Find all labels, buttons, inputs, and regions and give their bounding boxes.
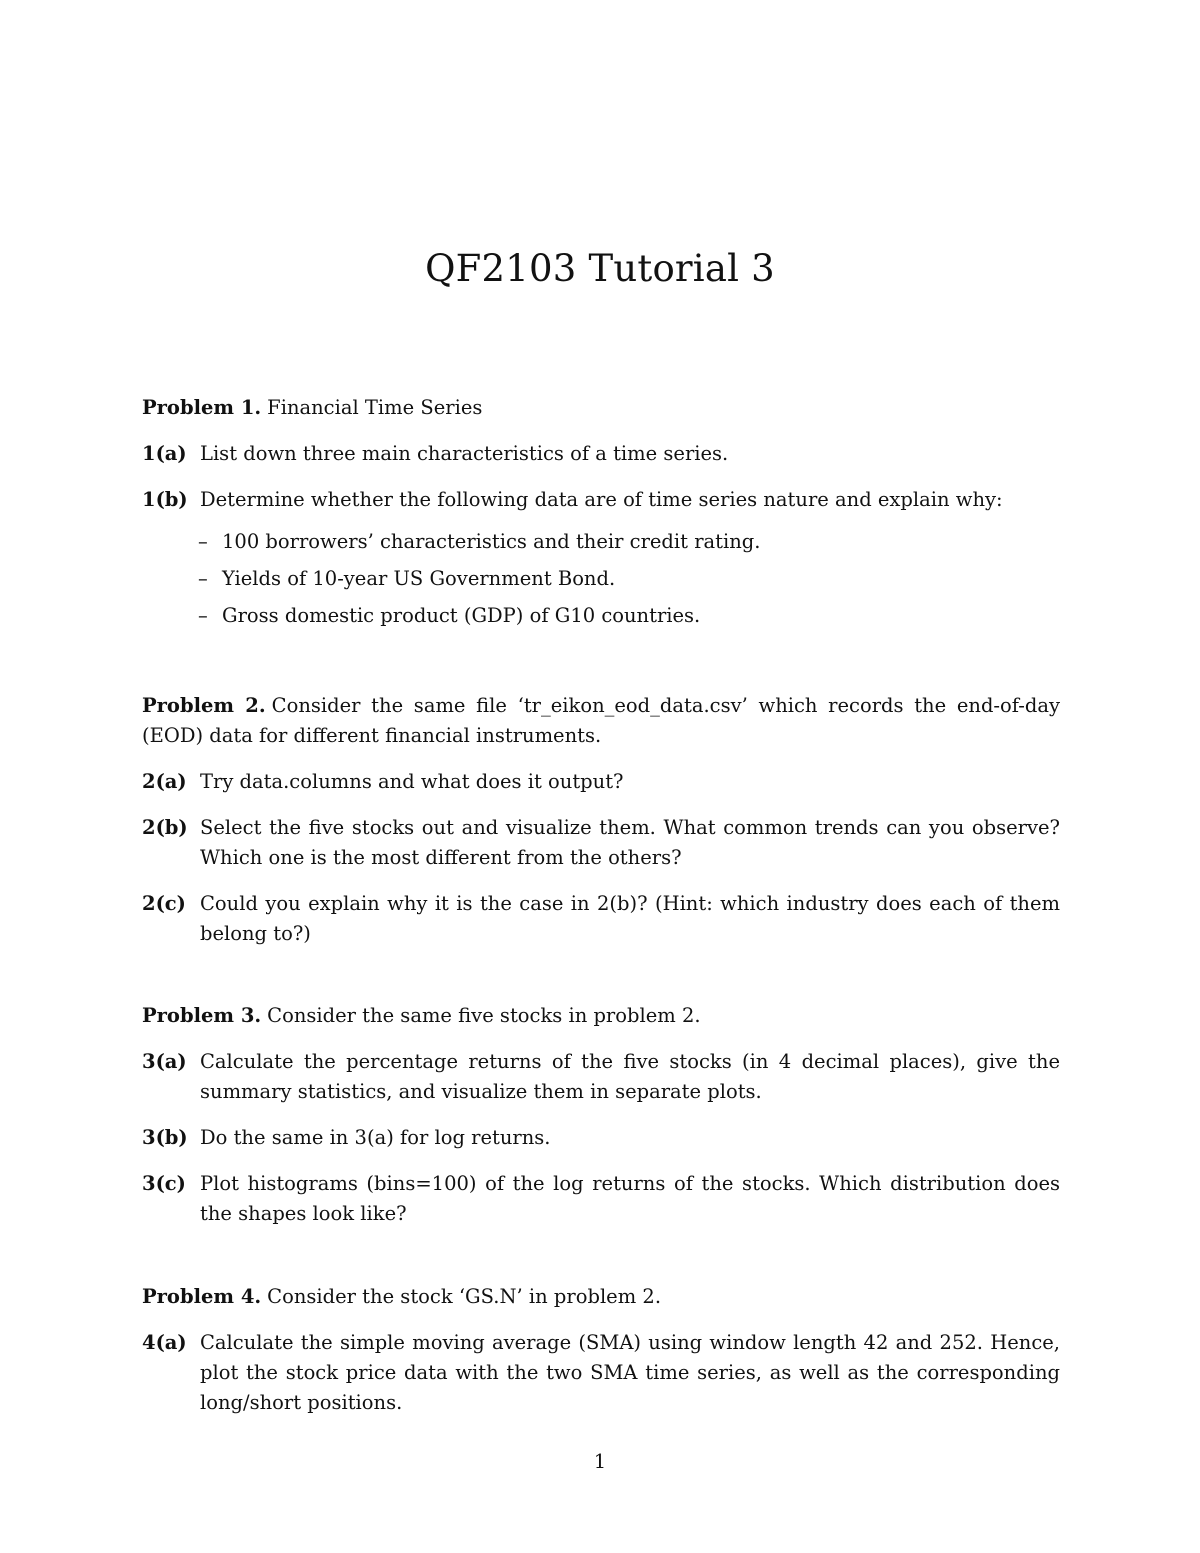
part-4a	[142, 1328, 1060, 1418]
page-number: 1	[593, 1450, 607, 1473]
problem-2	[142, 691, 1060, 949]
part-1a-label: 1(a)	[142, 442, 187, 465]
part-2c-label: 2(c)	[142, 892, 186, 915]
part-2a-label: 2(a)	[142, 770, 187, 793]
part-3c-text: Plot histograms (bins=100) of the log returns of the stocks. Which distribution does the shapes look like?	[200, 1172, 1060, 1225]
part-3a	[142, 1047, 1060, 1107]
problem-3	[142, 1001, 1060, 1229]
page-title: QF2103 Tutorial 3	[425, 246, 775, 290]
part-4a-label: 4(a)	[142, 1331, 187, 1354]
part-2a	[142, 767, 1060, 797]
problem-1	[142, 393, 1060, 638]
part-1b-bullet-list	[142, 527, 1060, 631]
problem-4-heading	[142, 1282, 1060, 1312]
problem-2-heading	[142, 691, 1060, 751]
part-2b	[142, 813, 1060, 873]
problem-1-intro: Financial Time Series	[267, 396, 483, 419]
part-1b	[142, 485, 1060, 515]
part-1a	[142, 439, 1060, 469]
bullet-item	[198, 601, 1060, 631]
part-3c-label: 3(c)	[142, 1172, 186, 1195]
problem-2-label: Problem 2.	[142, 694, 266, 717]
bullet-text: Yields of 10-year US Government Bond.	[222, 567, 616, 590]
problem-3-intro: Consider the same five stocks in problem 2.	[267, 1004, 701, 1027]
problem-4-label: Problem 4.	[142, 1285, 262, 1308]
part-4a-text: Calculate the simple moving average (SMA) using window length 42 and 252. Hence, plot the stock price data with the two SMA time series, as well as the corresponding long/short positions.	[200, 1331, 1060, 1414]
part-3a-text: Calculate the percentage returns of the five stocks (in 4 decimal places), give the summary statistics, and visualize them in separate plots.	[200, 1050, 1060, 1103]
bullet-dash: –	[198, 604, 208, 627]
part-1b-label: 1(b)	[142, 488, 188, 511]
part-2c-text: Could you explain why it is the case in 2(b)? (Hint: which industry does each of them belong to?)	[200, 892, 1060, 945]
part-1a-text: List down three main characteristics of a time series.	[200, 442, 729, 465]
problem-3-heading	[142, 1001, 1060, 1031]
part-3c	[142, 1169, 1060, 1229]
problem-4	[142, 1282, 1060, 1418]
problem-3-label: Problem 3.	[142, 1004, 262, 1027]
part-3b-label: 3(b)	[142, 1126, 188, 1149]
part-2a-text: Try data.columns and what does it output?	[200, 770, 624, 793]
problem-4-intro: Consider the stock ‘GS.N’ in problem 2.	[267, 1285, 662, 1308]
problem-1-heading	[142, 393, 1060, 423]
problem-2-intro: Consider the same file ‘tr_eikon_eod_data.csv’ which records the end-of-day (EOD) data for different financial instruments.	[142, 694, 1060, 747]
problem-1-label: Problem 1.	[142, 396, 262, 419]
part-1b-text: Determine whether the following data are of time series nature and explain why:	[200, 488, 1003, 511]
part-3a-label: 3(a)	[142, 1050, 187, 1073]
bullet-text: Gross domestic product (GDP) of G10 countries.	[222, 604, 701, 627]
part-3b-text: Do the same in 3(a) for log returns.	[200, 1126, 551, 1149]
part-2b-label: 2(b)	[142, 816, 188, 839]
part-2b-text: Select the five stocks out and visualize them. What common trends can you observe? Which one is the most different from the others?	[200, 816, 1060, 869]
part-2c	[142, 889, 1060, 949]
bullet-dash: –	[198, 567, 208, 590]
bullet-text: 100 borrowers’ characteristics and their credit rating.	[222, 530, 761, 553]
bullet-dash: –	[198, 530, 208, 553]
part-3b	[142, 1123, 1060, 1153]
bullet-item	[198, 564, 1060, 594]
bullet-item	[198, 527, 1060, 557]
